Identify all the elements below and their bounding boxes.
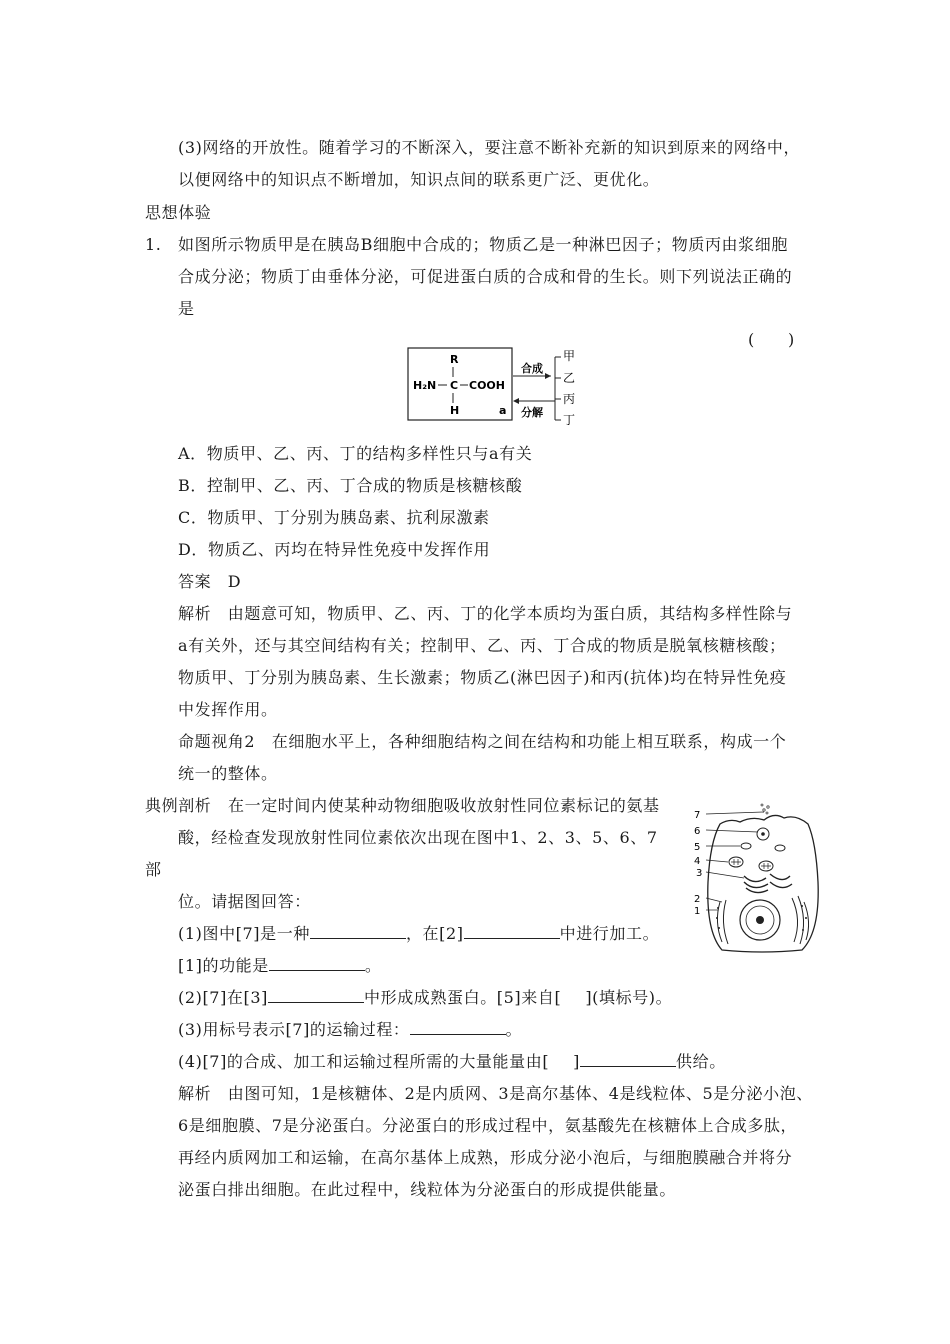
example-analysis-line-2: 6是细胞膜、7是分泌蛋白。分泌蛋白的形成过程中，氨基酸先在核糖体上合成多肽， xyxy=(178,1116,798,1135)
sub-question-text: [1]的功能是 xyxy=(178,956,269,975)
sub-question-4 xyxy=(178,1052,726,1072)
answer-blank-transport[interactable] xyxy=(410,1020,506,1035)
example-line-1: 典例剖析 在一定时间内使某种动物细胞吸收放射性同位素标记的氨基 xyxy=(145,796,660,815)
cell-label-1: 1 xyxy=(694,906,701,917)
secretion-dots xyxy=(761,804,769,814)
sub-question-2 xyxy=(178,988,672,1008)
answer-parentheses: ( ) xyxy=(748,330,795,349)
product-bing: 丙 xyxy=(563,392,576,406)
answer-blank-energy[interactable] xyxy=(580,1052,676,1067)
sub-question-3 xyxy=(178,1020,522,1040)
label-a: a xyxy=(499,404,507,417)
nucleolus xyxy=(756,916,764,924)
arrowhead xyxy=(513,398,519,404)
cell-label-5: 5 xyxy=(694,842,701,853)
example-line-4: 位。请据图回答： xyxy=(178,892,311,911)
sub-question-text: ] xyxy=(573,1052,581,1071)
hydrogen-label: H xyxy=(450,404,460,417)
product-yi: 乙 xyxy=(563,371,576,385)
sub-question-text: (4)[7]的合成、加工和运输过程所需的大量能量由[ xyxy=(178,1052,550,1071)
section-title: 思想体验 xyxy=(145,203,212,222)
amino-acid-diagram xyxy=(405,344,587,426)
intro-line-2: 以便网络中的知识点不断增加，知识点间的联系更广泛、更优化。 xyxy=(178,170,660,189)
product-ding: 丁 xyxy=(563,413,576,426)
sub-question-1a xyxy=(178,924,659,944)
option-c: C．物质甲、丁分别为胰岛素、抗利尿激素 xyxy=(178,508,490,527)
arrowhead xyxy=(545,373,551,379)
sub-question-1b xyxy=(178,956,381,976)
sub-question-text: 。 xyxy=(364,956,382,975)
sub-question-text: (1)图中[7]是一种 xyxy=(178,924,310,943)
cell-label-6: 6 xyxy=(694,826,701,837)
cell-diagram xyxy=(692,802,832,958)
carboxyl-group-label: COOH xyxy=(469,379,505,392)
sub-question-text: (3)用标号表示[7]的运输过程： xyxy=(178,1020,410,1039)
r-group-label: R xyxy=(450,353,459,366)
label-leader-lines xyxy=(706,812,764,910)
vesicle xyxy=(775,845,785,851)
example-line-2: 酸，经检查发现放射性同位素依次出现在图中1、2、3、5、6、7 xyxy=(178,828,658,847)
cell-label-7: 7 xyxy=(694,810,701,821)
example-analysis-line-1: 解析 由图可知，1是核糖体、2是内质网、3是高尔基体、4是线粒体、5是分泌小泡、 xyxy=(178,1084,813,1103)
answer-blank-1[interactable] xyxy=(269,956,365,971)
sub-question-text: 。 xyxy=(505,1020,523,1039)
synthesis-label: 合成 xyxy=(521,362,543,375)
sub-question-text: 中进行加工。 xyxy=(559,924,660,943)
view2-line-2: 统一的整体。 xyxy=(178,764,278,783)
carbon-label: C xyxy=(450,379,459,392)
sub-question-text: 供给。 xyxy=(676,1052,726,1071)
example-line-3: 部 xyxy=(145,860,162,879)
analysis-line-1: 解析 由题意可知，物质甲、乙、丙、丁的化学本质均为蛋白质，其结构多样性除与 xyxy=(178,604,793,623)
vesicle xyxy=(741,843,751,849)
golgi-apparatus xyxy=(744,874,792,893)
sub-question-text: (2)[7]在[3] xyxy=(178,988,268,1007)
question-line-1: 如图所示物质甲是在胰岛B细胞中合成的；物质乙是一种淋巴因子；物质丙由浆细胞 xyxy=(178,235,788,254)
answer-blank-7[interactable] xyxy=(310,924,406,939)
amino-group-label: H₂N xyxy=(413,379,437,392)
cell-label-2: 2 xyxy=(694,894,701,905)
answer-blank-3[interactable] xyxy=(268,988,364,1003)
analysis-line-4: 中发挥作用。 xyxy=(178,700,278,719)
sub-question-text: ](填标号)。 xyxy=(585,988,673,1007)
product-jia: 甲 xyxy=(563,349,576,363)
question-line-2: 合成分泌；物质丁由垂体分泌，可促进蛋白质的合成和骨的生长。则下列说法正确的 xyxy=(178,267,793,286)
sub-question-text: 中形成成熟蛋白。[5]来自[ xyxy=(364,988,562,1007)
option-a: A．物质甲、乙、丙、丁的结构多样性只与a有关 xyxy=(178,444,533,463)
example-analysis-line-3: 再经内质网加工和运输，在高尔基体上成熟，形成分泌小泡后，与细胞膜融合并将分 xyxy=(178,1148,793,1167)
intro-line-1: (3)网络的开放性。随着学习的不断深入，要注意不断补充新的知识到原来的网络中， xyxy=(178,138,801,157)
sub-question-text: ，在[2] xyxy=(405,924,464,943)
analysis-line-2: a有关外，还与其空间结构有关；控制甲、乙、丙、丁合成的物质是脱氧核糖核酸； xyxy=(178,636,786,655)
question-number: 1. xyxy=(145,235,162,254)
answer-line: 答案 D xyxy=(178,572,242,591)
cell-label-3: 3 xyxy=(696,868,703,879)
option-b: B．控制甲、乙、丙、丁合成的物质是核糖核酸 xyxy=(178,476,523,495)
option-d: D．物质乙、丙均在特异性免疫中发挥作用 xyxy=(178,540,491,559)
analysis-line-3: 物质甲、丁分别为胰岛素、生长激素；物质乙(淋巴因子)和丙(抗体)均在特异性免疫 xyxy=(178,668,787,687)
question-line-3: 是 xyxy=(178,299,195,318)
cell-label-4: 4 xyxy=(694,856,701,867)
view2-line-1: 命题视角2 在细胞水平上，各种细胞结构之间在结构和功能上相互联系，构成一个 xyxy=(178,732,787,751)
decomposition-label: 分解 xyxy=(521,406,543,419)
example-analysis-line-4: 泌蛋白排出细胞。在此过程中，线粒体为分泌蛋白的形成提供能量。 xyxy=(178,1180,677,1199)
answer-blank-2[interactable] xyxy=(464,924,560,939)
